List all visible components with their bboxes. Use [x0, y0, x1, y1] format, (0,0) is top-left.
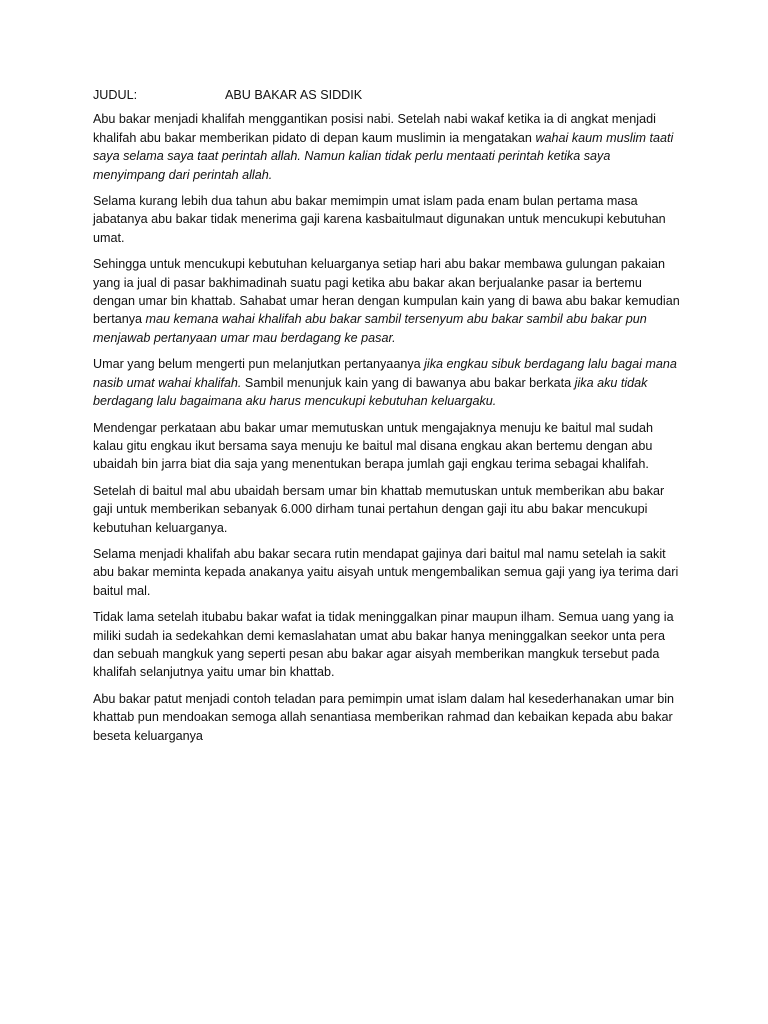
paragraph [93, 690, 683, 745]
text-run: Mendengar perkataan abu bakar umar memutuskan untuk mengajaknya menuju ke baitul mal sudah kalau gitu engkau ikut bersama saya menuju ke baitul mal disana engkau akan bertemu dengan abu ubaidah bin jarra biat dia saja yang menentukan berapa jumlah gaji engkau terima sebagai khalifah. [93, 420, 654, 472]
paragraph [93, 482, 683, 537]
paragraph [93, 192, 683, 247]
paragraph [93, 608, 683, 682]
title-label: JUDUL: [93, 88, 138, 102]
paragraph [93, 110, 683, 184]
italic-text: jika engkau sibuk berdagang lalu bagai mana nasib umat wahai khalifah. [93, 357, 677, 390]
text-run: Setelah di baitul mal abu ubaidah bersam umar bin khattab memutuskan untuk memberikan abu bakar gaji untuk memberikan sebanyak 6.000 dirham tunai pertahun dengan gaji itu abu bakar mencukupi kebutuhan keluarganya. [93, 483, 665, 535]
document-body [93, 110, 683, 745]
text-run: Sambil menunjuk kain yang di bawanya abu bakar berkata [241, 375, 575, 390]
document-title: ABU BAKAR AS SIDDIK [225, 88, 363, 102]
text-run: Selama menjadi khalifah abu bakar secara rutin mendapat gajinya dari baitul mal namu setelah ia sakit abu bakar meminta kepada anakanya yaitu aisyah untuk mengembalikan semua gaji yang iya terima dari baitul mal. [93, 546, 679, 598]
paragraph [93, 545, 683, 600]
text-run: Tidak lama setelah itubabu bakar wafat ia tidak meninggalkan pinar maupun ilham. Semua uang yang ia miliki sudah ia sedekahkan demi kemaslahatan umat abu bakar hanya meninggalkan seekor unta pera dan sebuah mangkuk yang seperti pesan abu bakar agar aisyah memberikan mangkuk tersebut pada khalifah selanjutnya yaitu umar bin khattab. [93, 610, 674, 680]
italic-text: jika aku tidak berdagang lalu bagaimana aku harus mencukupi kebutuhan keluargaku. [93, 375, 648, 409]
text-run: Sehingga untuk mencukupi kebutuhan keluarganya setiap hari abu bakar membawa gulungan pakaian yang ia jual di pasar bakhimadinah suatu pagi ketika abu bakar akan berjualanke pasar ia bertemu dengan umar bin khattab. Sahabat umar heran dengan kumpulan kain yang di bawa abu bakar kemudian bertanya [93, 257, 680, 327]
italic-text: mau kemana wahai khalifah abu bakar sambil tersenyum abu bakar sambil abu bakar pun menjawab pertanyaan umar mau berdagang ke pasar. [93, 312, 647, 345]
title-line [93, 86, 683, 104]
paragraph [93, 419, 683, 474]
text-run: Abu bakar menjadi khalifah menggantikan posisi nabi. Setelah nabi wakaf ketika ia di angkat menjadi khalifah abu bakar memberikan pidato di depan kaum muslimin ia mengatakan [93, 112, 656, 145]
document-page [93, 86, 683, 753]
text-run: Selama kurang lebih dua tahun abu bakar memimpin umat islam pada enam bulan pertama masa jabatanya abu bakar tidak menerima gaji karena kasbaitulmaut digunakan untuk mencukupi kebutuhan umat. [93, 194, 666, 245]
paragraph [93, 255, 683, 347]
italic-text: wahai kaum muslim taati saya selama saya taat perintah allah. Namun kalian tidak perlu mentaati perintah ketika saya menyimpang dari perintah allah. [93, 130, 674, 182]
paragraph [93, 355, 683, 410]
text-run: Abu bakar patut menjadi contoh teladan para pemimpin umat islam dalam hal kesederhanakan umar bin khattab pun mendoakan semoga allah senantiasa memberikan rahmad dan kebaikan kepada abu bakar beseta keluarganya [93, 691, 675, 743]
text-run: Umar yang belum mengerti pun melanjutkan pertanyaanya [93, 357, 425, 372]
